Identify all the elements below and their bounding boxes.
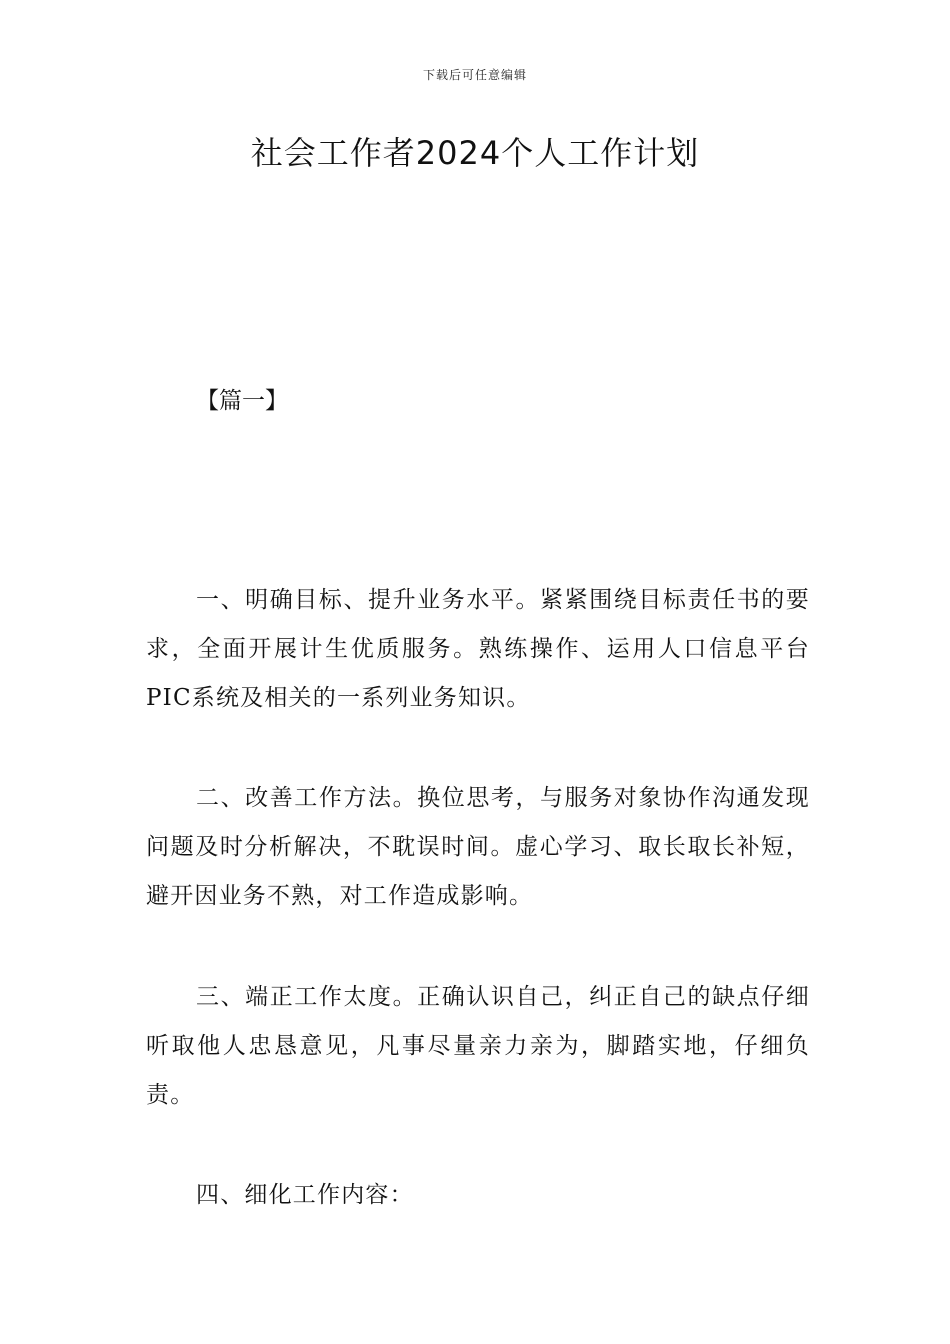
header-note: 下载后可任意编辑: [422, 68, 527, 82]
paragraph-3: 三、端正工作太度。正确认识自己，纠正自己的缺点仔细听取他人忠恳意见，凡事尽量亲力亲为，脚踏实地，仔细负责。: [146, 984, 810, 1108]
document-title: 社会工作者2024个人工作计划: [250, 134, 700, 172]
section-label: 【篇一】: [196, 388, 288, 414]
paragraph-1: 一、明确目标、提升业务水平。紧紧围绕目标责任书的要求，全面开展计生优质服务。熟练操作、运用人口信息平台PIC系统及相关的一系列业务知识。: [146, 587, 810, 711]
paragraph-4: 四、细化工作内容：: [196, 1182, 414, 1208]
paragraph-2: 二、改善工作方法。换位思考，与服务对象协作沟通发现问题及时分析解决，不耽误时间。虚心学习、取长取长补短，避开因业务不熟，对工作造成影响。: [146, 785, 810, 909]
